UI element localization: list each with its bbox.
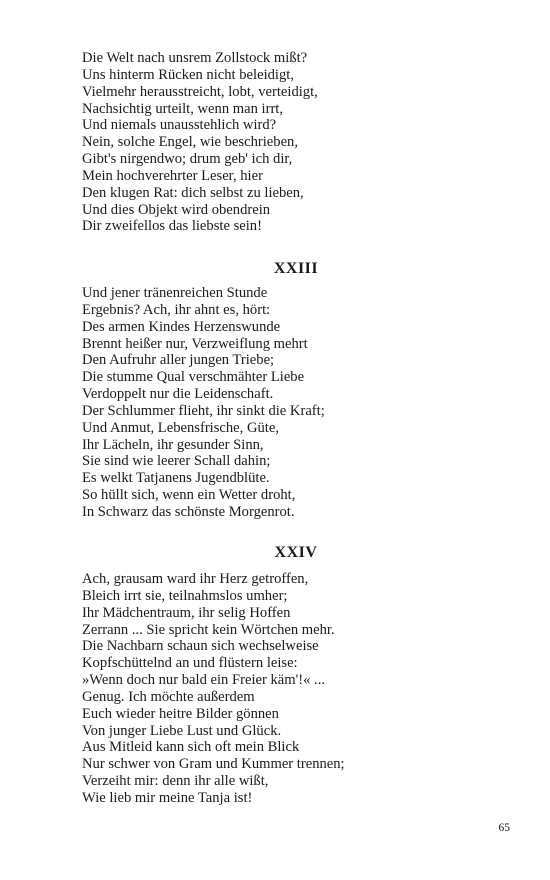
verse-line: Und niemals unausstehlich wird? [82, 117, 277, 134]
verse-line: Euch wieder heitre Bilder gönnen [82, 705, 279, 722]
verse-line: Nachsichtig urteilt, wenn man irrt, [82, 100, 284, 117]
verse-line: In Schwarz das schönste Morgenrot. [82, 503, 295, 520]
verse-line: Vielmehr herausstreicht, lobt, verteidigt, [82, 83, 318, 100]
verse-line: Dir zweifellos das liebste sein! [82, 218, 262, 235]
verse-line: Aus Mitleid kann sich oft mein Blick [82, 739, 300, 756]
verse-line: Und jener tränenreichen Stunde [82, 285, 268, 301]
stanza-xxiv [82, 571, 482, 807]
verse-line: So hüllt sich, wenn ein Wetter droht, [82, 487, 296, 504]
verse-line: Zerrann ... Sie spricht kein Wörtchen mehr. [82, 621, 335, 638]
verse-line: Ihr Mädchentraum, ihr selig Hoffen [82, 604, 291, 621]
verse-line: Genug. Ich möchte außerdem [82, 688, 255, 705]
verse-line: Brennt heißer nur, Verzweiflung mehrt [82, 335, 308, 352]
verse-line: Mein hochverehrter Leser, hier [82, 167, 263, 184]
verse-line: Bleich irrt sie, teilnahmslos umher; [82, 587, 288, 604]
verse-line: Die Nachbarn schaun sich wechselweise [82, 638, 319, 655]
verse-line: Verdoppelt nur die Leidenschaft. [82, 386, 274, 403]
stanza-heading-xxiii: XXIII [273, 260, 319, 277]
verse-line: Die stumme Qual verschmähter Liebe [82, 369, 305, 386]
verse-line: Den Aufruhr aller jungen Triebe; [82, 352, 275, 369]
verse-line: Und Anmut, Lebensfrische, Güte, [82, 419, 279, 436]
verse-line: Des armen Kindes Herzenswunde [82, 318, 281, 335]
stanza-xxiii [82, 285, 482, 521]
verse-line: Nur schwer von Gram und Kummer trennen; [82, 756, 345, 773]
verse-line: Wie lieb mir meine Tanja ist! [82, 789, 253, 806]
verse-line: Ach, grausam ward ihr Herz getroffen, [82, 571, 309, 587]
verse-line: Gibt's nirgendwo; drum geb' ich dir, [82, 151, 293, 168]
verse-line: Verzeiht mir: denn ihr alle wißt, [82, 773, 269, 790]
verse-line: Den klugen Rat: dich selbst zu lieben, [82, 184, 304, 201]
stanza-heading-xxiv: XXIV [274, 544, 318, 561]
verse-line: Der Schlummer flieht, ihr sinkt die Kraft; [82, 402, 325, 419]
stanza-continued [82, 50, 482, 235]
verse-line: Ergebnis? Ach, ihr ahnt es, hört: [82, 301, 271, 318]
verse-line: Ihr Lächeln, ihr gesunder Sinn, [82, 436, 264, 453]
verse-line: Von junger Liebe Lust und Glück. [82, 722, 282, 739]
verse-line: Nein, solche Engel, wie beschrieben, [82, 134, 298, 151]
verse-line: Und dies Objekt wird obendrein [82, 201, 271, 218]
page-number: 65 [498, 822, 510, 834]
verse-line: Kopfschüttelnd an und flüstern leise: [82, 655, 298, 672]
verse-line: »Wenn doch nur bald ein Freier käm'!« ... [82, 672, 325, 689]
verse-line: Sie sind wie leerer Schall dahin; [82, 453, 271, 470]
verse-line: Die Welt nach unsrem Zollstock mißt? [82, 50, 308, 66]
verse-line: Uns hinterm Rücken nicht beleidigt, [82, 66, 294, 83]
verse-line: Es welkt Tatjanens Jugendblüte. [82, 470, 270, 487]
